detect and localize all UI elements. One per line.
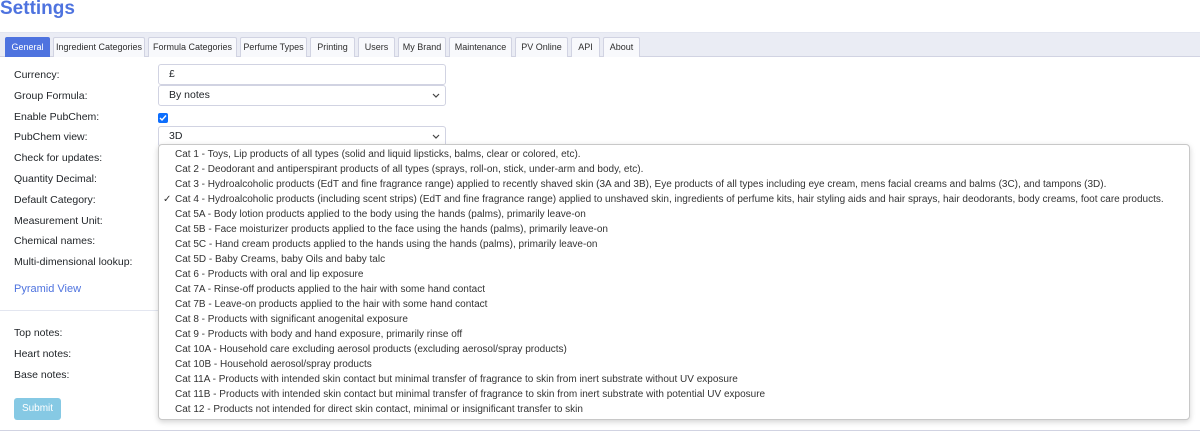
dropdown-option[interactable]: Cat 10B - Household aerosol/spray products — [175, 359, 372, 370]
dropdown-option[interactable]: Cat 7B - Leave-on products applied to the hair with some hand contact — [175, 299, 488, 310]
enable-pubchem-checkbox[interactable] — [158, 113, 168, 123]
tab-users[interactable]: Users — [358, 37, 395, 57]
default-category-dropdown[interactable] — [158, 144, 1190, 420]
selected-check-icon: ✓ — [163, 194, 172, 205]
tab-ingredient-categories[interactable]: Ingredient Categories — [53, 37, 145, 57]
tab-my-brand[interactable]: My Brand — [398, 37, 446, 57]
submit-button[interactable]: Submit — [14, 398, 61, 420]
quantity-decimal-label: Quantity Decimal: — [14, 173, 97, 185]
dropdown-option[interactable]: Cat 2 - Deodorant and antiperspirant products of all types (sprays, roll-on, stick, under-arm and body, etc). — [175, 164, 644, 175]
dropdown-option[interactable]: Cat 3 - Hydroalcoholic products (EdT and fine fragrance range) applied to recently shaved skin (3A and 3B), Eye products of all types including eye cream, mens facial creams and balms (3C), and tampons (3D). — [175, 179, 1107, 190]
tab-pv-online[interactable]: PV Online — [515, 37, 568, 57]
dropdown-option[interactable]: Cat 9 - Products with body and hand exposure, primarily rinse off — [175, 329, 463, 340]
base-notes-label: Base notes: — [14, 369, 70, 381]
bottom-divider — [0, 430, 1200, 431]
tab-perfume-types[interactable]: Perfume Types — [240, 37, 307, 57]
tab-about[interactable]: About — [603, 37, 640, 57]
measurement-unit-label: Measurement Unit: — [14, 215, 103, 227]
top-notes-label: Top notes: — [14, 327, 63, 339]
pubchem-view-label: PubChem view: — [14, 131, 88, 143]
pyramid-view-link[interactable]: Pyramid View — [14, 283, 82, 295]
dropdown-option[interactable]: Cat 10A - Household care excluding aerosol products (excluding aerosol/spray products) — [175, 344, 567, 355]
chevron-down-icon — [432, 86, 440, 112]
group-formula-select[interactable] — [158, 85, 446, 106]
page-title: Settings — [0, 0, 75, 19]
tab-maintenance[interactable]: Maintenance — [449, 37, 512, 57]
dropdown-option[interactable]: Cat 6 - Products with oral and lip exposure — [175, 269, 364, 280]
tab-general[interactable]: General — [5, 37, 50, 57]
currency-label: Currency: — [14, 69, 60, 81]
pubchem-view-value: 3D — [169, 130, 183, 142]
heart-notes-label: Heart notes: — [14, 348, 72, 360]
dropdown-option[interactable]: Cat 8 - Products with significant anogenital exposure — [175, 314, 408, 325]
dropdown-option[interactable]: Cat 5C - Hand cream products applied to the hands using the hands (palms), primarily leave-on — [175, 239, 598, 250]
dropdown-option[interactable]: Cat 1 - Toys, Lip products of all types (solid and liquid lipsticks, balms, clear or colored, etc). — [175, 149, 581, 160]
dropdown-option[interactable]: Cat 11B - Products with intended skin contact but minimal transfer of fragrance to skin from inert substrate with potential UV exposure — [175, 389, 766, 400]
dropdown-option[interactable]: Cat 5D - Baby Creams, baby Oils and baby talc — [175, 254, 386, 265]
section-divider — [0, 310, 158, 311]
dropdown-option[interactable]: Cat 5B - Face moisturizer products applied to the face using the hands (palms), primarily leave-on — [175, 224, 608, 235]
chemical-names-label: Chemical names: — [14, 235, 96, 247]
currency-value: £ — [169, 68, 175, 80]
multi-dimensional-lookup-label: Multi-dimensional lookup: — [14, 256, 133, 268]
tab-printing[interactable]: Printing — [310, 37, 355, 57]
default-category-label: Default Category: — [14, 194, 96, 206]
group-formula-label: Group Formula: — [14, 90, 88, 102]
checkmark-icon — [159, 114, 167, 122]
tab-formula-categories[interactable]: Formula Categories — [148, 37, 237, 57]
dropdown-option[interactable]: Cat 12 - Products not intended for direct skin contact, minimal or insignificant transfer to skin — [175, 404, 583, 415]
dropdown-option[interactable]: Cat 4 - Hydroalcoholic products (including scent strips) (EdT and fine fragrance range) applied to unshaved skin, ingredients of perfume kits, hair styling aids and hair sprays, hair deodorants, body creams, foot care products. — [175, 194, 1164, 205]
dropdown-option[interactable]: Cat 11A - Products with intended skin contact but minimal transfer of fragrance to skin from inert substrate without UV exposure — [175, 374, 738, 385]
enable-pubchem-label: Enable PubChem: — [14, 111, 100, 123]
dropdown-option[interactable]: Cat 7A - Rinse-off products applied to the hair with some hand contact — [175, 284, 485, 295]
currency-input[interactable] — [158, 64, 446, 85]
group-formula-value: By notes — [169, 89, 210, 101]
dropdown-option[interactable]: Cat 5A - Body lotion products applied to the body using the hands (palms), primarily leave-on — [175, 209, 586, 220]
settings-tab-bar — [0, 33, 1200, 57]
check-updates-label: Check for updates: — [14, 152, 103, 164]
tab-api[interactable]: API — [571, 37, 600, 57]
